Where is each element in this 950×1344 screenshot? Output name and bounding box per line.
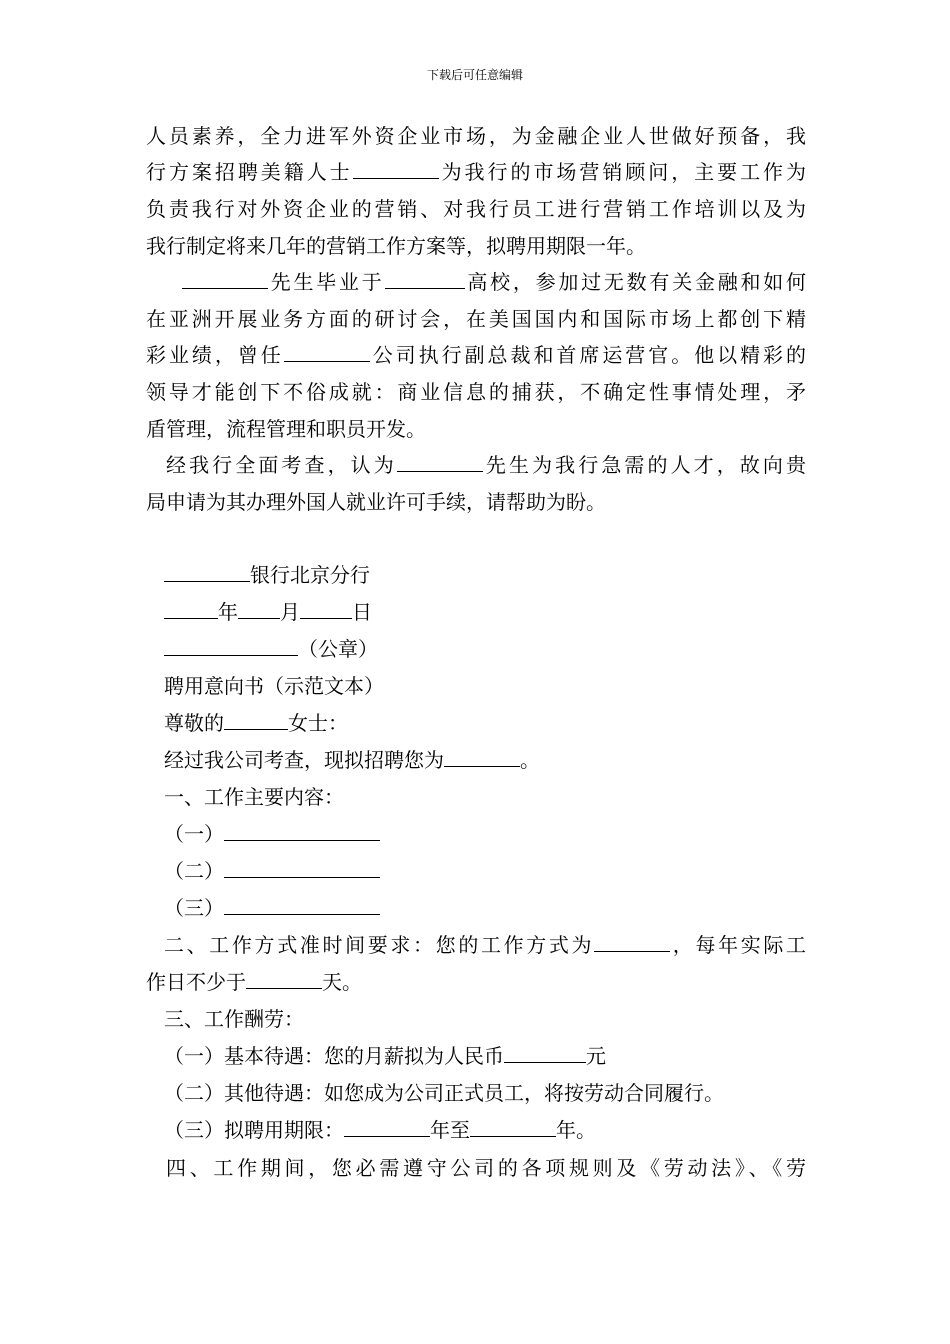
blank-underline xyxy=(504,1042,586,1063)
text-line: 彩业绩，曾任 公司执行副总裁和首席运营官。他以精彩的 xyxy=(146,343,807,367)
blank-underline xyxy=(444,746,520,767)
text-line: 我行制定将来几年的营销工作方案等，拟聘用期限一年。 xyxy=(146,234,646,258)
blank-underline xyxy=(164,598,218,619)
date-line: 年 月 日 xyxy=(164,598,372,626)
text-line: 作日不少于 天。 xyxy=(146,970,362,994)
blank-underline xyxy=(594,931,670,952)
list-item: （三） xyxy=(164,894,380,922)
text-line: 三、工作酬劳： xyxy=(164,1007,304,1031)
text-line: 一、工作主要内容： xyxy=(164,785,344,809)
list-item: （一）基本待遇：您的月薪拟为人民币 元 xyxy=(164,1044,606,1068)
text-line: 四、工作期间，您必需遵守公司的各项规则及《劳动法》、《劳 xyxy=(166,1156,806,1180)
text-line: 经过我公司考查，现拟招聘您为 。 xyxy=(164,748,540,772)
list-item: （一） xyxy=(164,820,380,848)
bank-name-line: 银行北京分行 xyxy=(164,561,370,589)
list-item: （二）其他待遇：如您成为公司正式员工，将按劳动合同履行。 xyxy=(164,1081,724,1105)
blank-underline xyxy=(164,635,298,656)
text-line: 二、工作方式准时间要求：您的工作方式为 ，每年实际工 xyxy=(164,933,807,957)
blank-underline xyxy=(224,820,380,841)
blank-underline xyxy=(238,598,280,619)
list-item: （三）拟聘用期限： 年至 年。 xyxy=(164,1118,596,1142)
text-line: 经我行全面考查，认为 先生为我行急需的人才，故向贵 xyxy=(166,453,807,477)
blank-underline xyxy=(470,1116,556,1137)
text-line: 负责我行对外资企业的营销、对我行员工进行营销工作培训以及为 xyxy=(146,197,806,221)
text-line: 行方案招聘美籍人士 为我行的市场营销顾问，主要工作为 xyxy=(146,160,807,184)
text-line: 盾管理，流程管理和职员开发。 xyxy=(146,417,426,441)
text-line: 领导才能创下不俗成就：商业信息的捕获，不确定性事情处理，矛 xyxy=(146,380,806,404)
blank-underline xyxy=(224,894,380,915)
text-line: 局申请为其办理外国人就业许可手续，请帮助为盼。 xyxy=(146,490,606,514)
seal-line: （公章） xyxy=(164,635,378,663)
blank-underline xyxy=(182,268,268,289)
text-line: 在亚洲开展业务方面的研讨会，在美国国内和国际市场上都创下精 xyxy=(146,307,806,331)
section-title: 聘用意向书（示范文本） xyxy=(164,674,384,698)
blank-underline xyxy=(224,857,380,878)
text-line: 先生毕业于 高校，参加过无数有关金融和如何 xyxy=(182,268,806,296)
blank-underline xyxy=(284,341,370,362)
blank-underline xyxy=(300,598,352,619)
blank-underline xyxy=(353,158,439,179)
blank-underline xyxy=(164,561,250,582)
list-item: （二） xyxy=(164,857,380,885)
blank-underline xyxy=(385,268,465,289)
page-header: 下载后可任意编辑 xyxy=(426,68,523,82)
blank-underline xyxy=(224,709,288,730)
blank-underline xyxy=(397,451,483,472)
text-line: 人员素养，全力进军外资企业市场，为金融企业人世做好预备，我 xyxy=(146,124,806,148)
blank-underline xyxy=(344,1116,430,1137)
salutation-line: 尊敬的 女士： xyxy=(164,711,348,735)
blank-underline xyxy=(246,968,322,989)
